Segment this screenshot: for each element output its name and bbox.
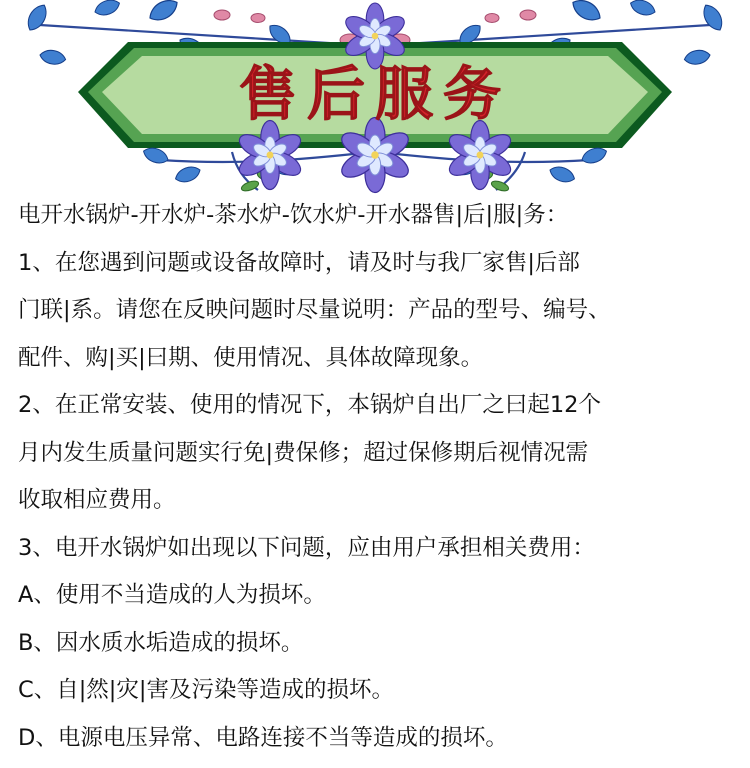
banner-title: 售后服务 — [238, 60, 512, 128]
paragraph-1-line-3: 配件、购|买|曰期、使用情况、具体故障现象。 — [18, 344, 484, 371]
paragraph-2-line-2: 月内发生质量问题实行免|费保修；超过保修期后视情况需 — [18, 439, 589, 466]
intro-line: 电开水锅炉-开水炉-茶水炉-饮水炉-开水器售|后|服|务： — [18, 202, 569, 228]
list-item-c: C、自|然|灾|害及污染等造成的损坏。 — [18, 677, 394, 703]
paragraph-1-line-2: 门联|系。请您在反映问题时尽量说明：产品的型号、编号、 — [18, 297, 611, 323]
paragraph-2-line-3: 收取相应费用。 — [18, 487, 176, 513]
paragraph-2-line-1: 2、在正常安装、使用的情况下，本锅炉自出厂之曰起12个 — [18, 392, 601, 418]
paragraph-3-line-1: 3、电开水锅炉如出现以下问题，应由用户承担相关费用： — [18, 534, 595, 561]
list-item-b: B、因水质水垢造成的损坏。 — [18, 629, 304, 656]
list-item-a: A、使用不当造成的人为损坏。 — [18, 582, 326, 608]
paragraph-1-line-1: 1、在您遇到问题或设备故障时，请及时与我厂家售|后部 — [18, 249, 580, 276]
list-item-d: D、电源电压异常、电路连接不当等造成的损坏。 — [18, 724, 508, 751]
title-banner — [0, 0, 750, 200]
after-sales-content — [18, 198, 743, 768]
